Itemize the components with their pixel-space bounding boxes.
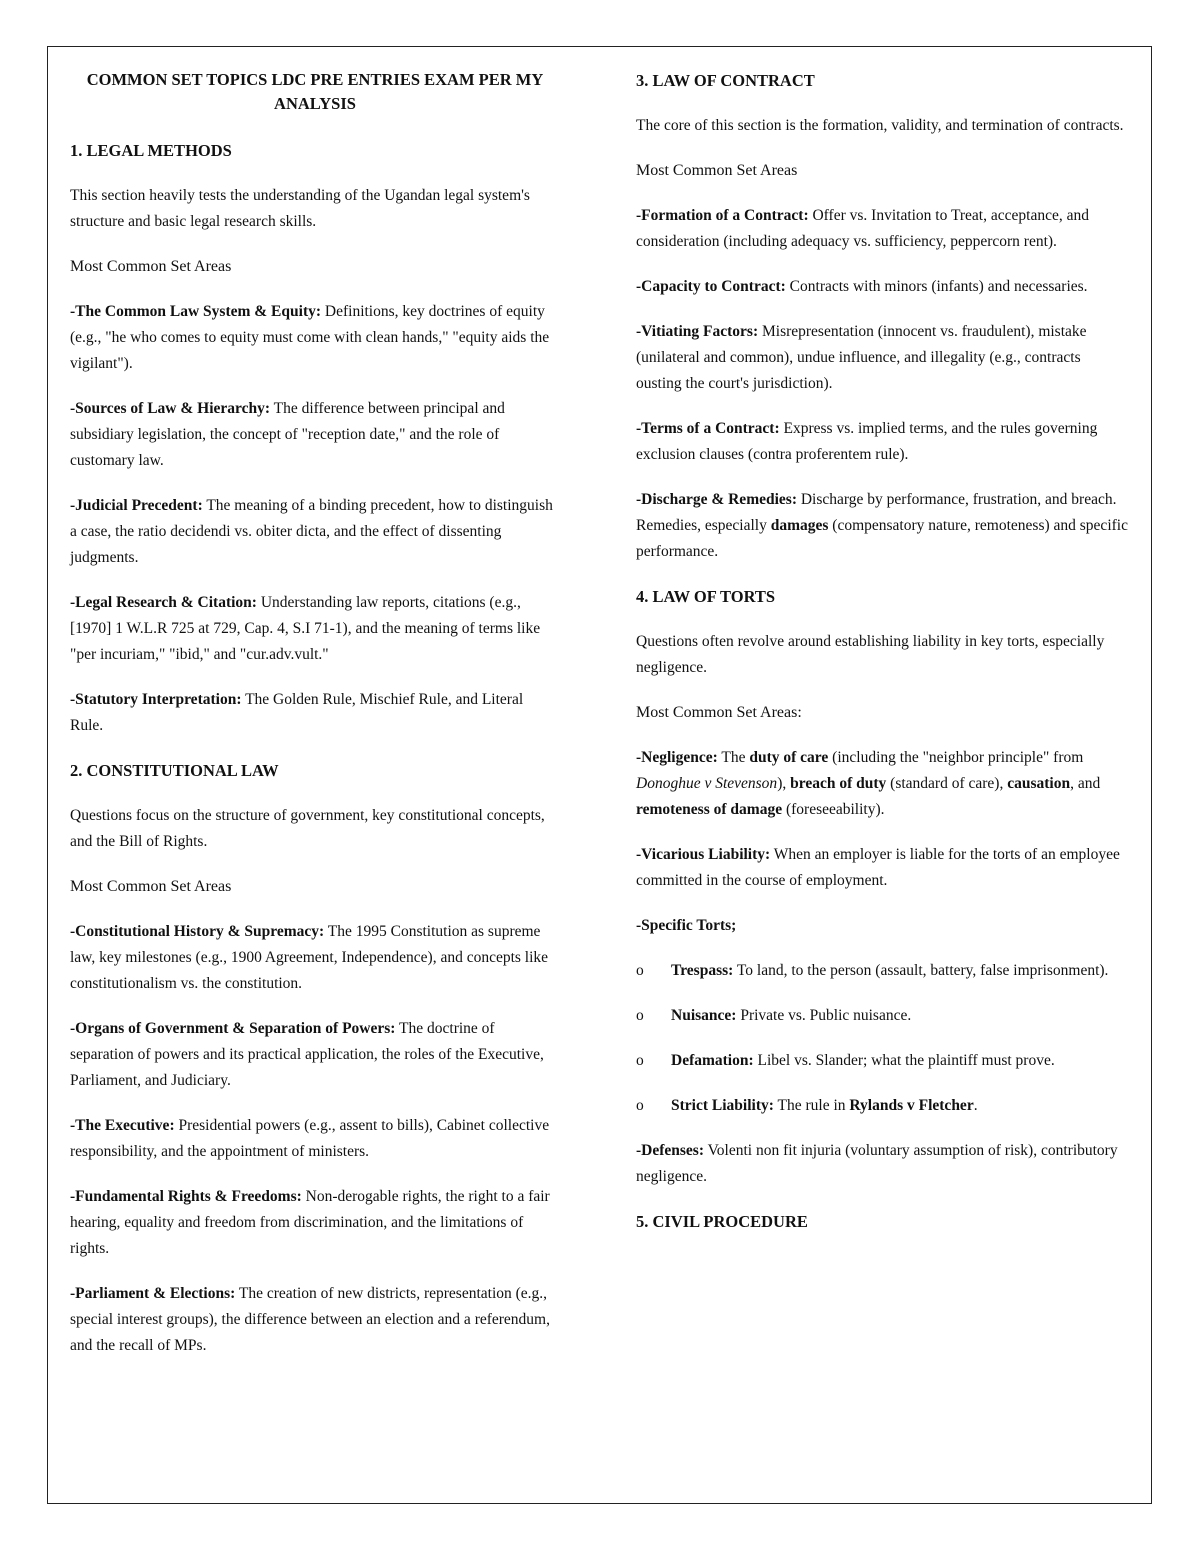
contract-item <box>636 416 1128 468</box>
bullet-icon: o <box>636 1052 644 1069</box>
torts-item-defenses <box>636 1138 1128 1190</box>
section-contract-intro: The core of this section is the formation, validity, and termination of contracts. <box>636 117 1124 134</box>
case-name: Rylands v Fletcher <box>849 1097 974 1114</box>
torts-item-negligence <box>636 745 1128 823</box>
section-civil-procedure-heading: 5. CIVIL PROCEDURE <box>636 1212 808 1231</box>
section-legal-methods-heading: 1. LEGAL METHODS <box>70 141 232 160</box>
document-title: COMMON SET TOPICS LDC PRE ENTRIES EXAM PER MY ANALYSIS <box>86 70 544 113</box>
item-text: Contracts with minors (infants) and necessaries. <box>785 278 1088 295</box>
item-label: -Judicial Precedent: <box>70 497 203 514</box>
item-text: Misrepresentation (innocent vs. fraudulent), mistake (unilateral and common), undue influence, and illegality (e.g., contracts ousting the court's jurisdiction). <box>636 323 1087 392</box>
legal-methods-item <box>70 493 560 571</box>
item-text: The creation of new districts, representation (e.g., special interest groups), the difference between an election and a referendum, and the recall of MPs. <box>70 1285 550 1354</box>
item-text: . <box>973 1097 978 1114</box>
item-label: -Organs of Government & Separation of Powers: <box>70 1020 396 1037</box>
legal-methods-item <box>70 396 560 474</box>
item-label: -Specific Torts; <box>636 917 737 934</box>
item-label: -Fundamental Rights & Freedoms: <box>70 1188 302 1205</box>
section-legal-methods-intro: This section heavily tests the understanding of the Ugandan legal system's structure and basic legal research skills. <box>70 187 530 230</box>
list-item <box>636 1048 1128 1074</box>
contract-item <box>636 319 1128 397</box>
item-text: , and <box>1070 775 1101 792</box>
contract-areas-label: Most Common Set Areas <box>636 162 798 179</box>
item-text: Non-derogable rights, the right to a fair hearing, equality and freedom from discrimination, and the limitations of rights. <box>70 1188 550 1257</box>
bullet-icon: o <box>636 1097 644 1114</box>
item-text: The 1995 Constitution as supreme law, key milestones (e.g., 1900 Agreement, Independence), and concepts like constitutionalism vs. the constitution. <box>70 923 549 992</box>
case-name: Donoghue v Stevenson <box>636 775 778 792</box>
item-text: (compensatory nature, remoteness) and specific performance. <box>636 517 1128 560</box>
item-text: The Golden Rule, Mischief Rule, and Literal Rule. <box>70 691 524 734</box>
list-item <box>636 1093 1128 1119</box>
item-label: -Constitutional History & Supremacy: <box>70 923 325 940</box>
constitutional-item <box>70 1113 560 1165</box>
item-text: The doctrine of separation of powers and its practical application, the roles of the Executive, Parliament, and Judiciary. <box>70 1020 544 1089</box>
item-label: -Sources of Law & Hierarchy: <box>70 400 271 417</box>
item-emphasis: duty of care <box>749 749 829 766</box>
item-label: -Vitiating Factors: <box>636 323 759 340</box>
item-text: Presidential powers (e.g., assent to bills), Cabinet collective responsibility, and the appointment of ministers. <box>70 1117 550 1160</box>
item-text: The rule in <box>773 1097 850 1114</box>
specific-torts-label <box>636 913 1128 939</box>
item-text: ), <box>777 775 791 792</box>
contract-item-discharge <box>636 487 1128 565</box>
item-text: The <box>717 749 750 766</box>
item-emphasis: causation <box>1007 775 1071 792</box>
item-label: Strict Liability: <box>671 1097 774 1114</box>
item-text: Discharge by performance, frustration, and breach. Remedies, especially <box>636 491 1117 534</box>
item-label: -The Common Law System & Equity: <box>70 303 322 320</box>
item-text: Libel vs. Slander; what the plaintiff must prove. <box>753 1052 1055 1069</box>
legal-methods-item <box>70 687 560 739</box>
item-text: Definitions, key doctrines of equity (e.g., "he who comes to equity must come with clean hands," "equity aids the vigilant"). <box>70 303 550 372</box>
item-label: Trespass: <box>671 962 734 979</box>
item-text: The meaning of a binding precedent, how to distinguish a case, the ratio decidendi vs. obiter dicta, and the effect of dissenting judgments. <box>70 497 553 566</box>
section-constitutional-law-intro: Questions focus on the structure of government, key constitutional concepts, and the Bill of Rights. <box>70 807 545 850</box>
item-text: (standard of care), <box>886 775 1008 792</box>
item-label: -Legal Research & Citation: <box>70 594 257 611</box>
bullet-icon: o <box>636 962 644 979</box>
legal-methods-areas-label: Most Common Set Areas <box>70 258 232 275</box>
contract-item <box>636 274 1128 300</box>
item-emphasis: remoteness of damage <box>636 801 783 818</box>
section-torts-intro: Questions often revolve around establishing liability in key torts, especially negligence. <box>636 633 1105 676</box>
item-text: (including the "neighbor principle" from <box>828 749 1084 766</box>
left-column <box>70 68 560 1378</box>
item-text: Express vs. implied terms, and the rules governing exclusion clauses (contra proferentem rule). <box>636 420 1098 463</box>
item-label: -Defenses: <box>636 1142 705 1159</box>
contract-item <box>636 203 1128 255</box>
constitutional-item <box>70 1184 560 1262</box>
legal-methods-item <box>70 299 560 377</box>
item-text: When an employer is liable for the torts of an employee committed in the course of employment. <box>636 846 1120 889</box>
item-text: The difference between principal and subsidiary legislation, the concept of "reception date," and the role of customary law. <box>70 400 505 469</box>
item-label: -Discharge & Remedies: <box>636 491 797 508</box>
item-label: -Negligence: <box>636 749 718 766</box>
item-text: Offer vs. Invitation to Treat, acceptance, and consideration (including adequacy vs. sufficiency, peppercorn rent). <box>636 207 1089 250</box>
legal-methods-item <box>70 590 560 668</box>
right-column <box>636 68 1128 1254</box>
item-label: -The Executive: <box>70 1117 175 1134</box>
item-label: Defamation: <box>671 1052 754 1069</box>
item-label: -Vicarious Liability: <box>636 846 771 863</box>
section-contract-heading: 3. LAW OF CONTRACT <box>636 71 815 90</box>
list-item <box>636 1003 1128 1029</box>
item-label: -Terms of a Contract: <box>636 420 780 437</box>
item-text: (foreseeability). <box>782 801 885 818</box>
item-label: Nuisance: <box>671 1007 737 1024</box>
torts-item-vicarious <box>636 842 1128 894</box>
section-torts-heading: 4. LAW OF TORTS <box>636 587 776 606</box>
item-text: Private vs. Public nuisance. <box>736 1007 912 1024</box>
item-text: Volenti non fit injuria (voluntary assumption of risk), contributory negligence. <box>636 1142 1118 1185</box>
item-emphasis: damages <box>770 517 829 534</box>
item-label: -Parliament & Elections: <box>70 1285 236 1302</box>
constitutional-areas-label: Most Common Set Areas <box>70 878 232 895</box>
constitutional-item <box>70 1016 560 1094</box>
item-label: -Capacity to Contract: <box>636 278 786 295</box>
item-label: -Statutory Interpretation: <box>70 691 242 708</box>
torts-areas-label: Most Common Set Areas: <box>636 704 802 721</box>
item-text: To land, to the person (assault, battery, false imprisonment). <box>733 962 1109 979</box>
list-item <box>636 958 1128 984</box>
item-emphasis: breach of duty <box>790 775 887 792</box>
constitutional-item <box>70 919 560 997</box>
section-constitutional-law-heading: 2. CONSTITUTIONAL LAW <box>70 761 279 780</box>
bullet-icon: o <box>636 1007 644 1024</box>
constitutional-item <box>70 1281 560 1359</box>
item-text: Understanding law reports, citations (e.g., [1970] 1 W.L.R 725 at 729, Cap. 4, S.I 71-1), and the meaning of terms like "per incuriam," "ibid," and "cur.adv.vult." <box>70 594 541 663</box>
item-label: -Formation of a Contract: <box>636 207 809 224</box>
